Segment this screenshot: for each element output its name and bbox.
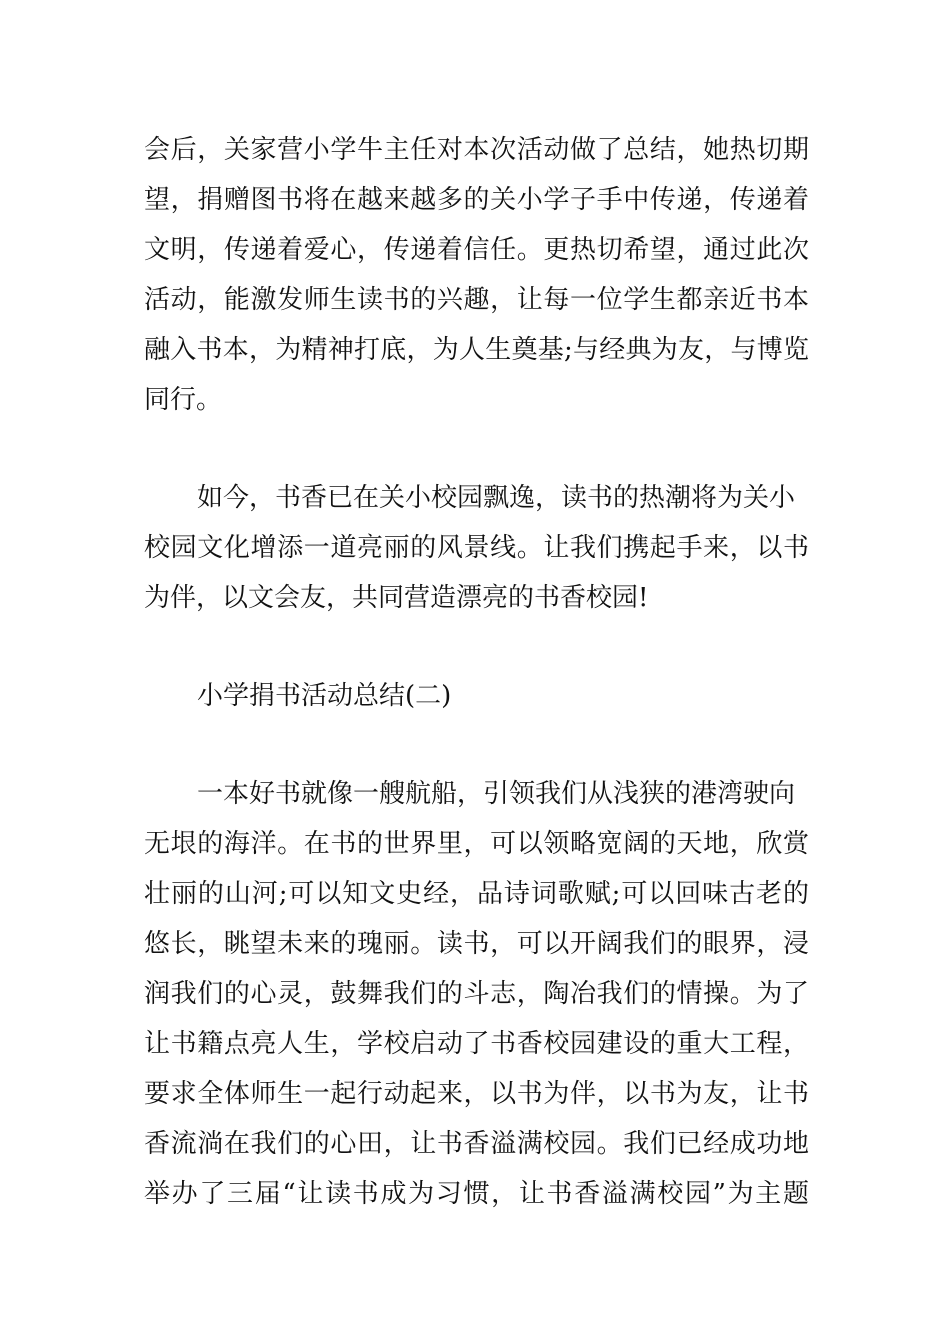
- text-line: 要求全体师生一起行动起来，以书为伴，以书为友，让书: [144, 1079, 809, 1109]
- text-line: 悠长，眺望未来的瑰丽。读书，可以开阔我们的眼界，浸: [144, 929, 809, 959]
- text-line: 会后，关家营小学牛主任对本次活动做了总结，她热切期: [144, 135, 809, 165]
- text-line: 文明，传递着爱心，传递着信任。更热切希望，通过此次: [144, 235, 809, 265]
- text-line: 壮丽的山河;可以知文史经，品诗词歌赋;可以回味古老的: [144, 879, 809, 909]
- text-line: 活动，能激发师生读书的兴趣，让每一位学生都亲近书本: [144, 285, 809, 315]
- text-line: 融入书本，为精神打底，为人生奠基;与经典为友，与博览: [144, 335, 809, 365]
- text-line: 一本好书就像一艘航船，引领我们从浅狭的港湾驶向: [197, 779, 796, 809]
- text-line: 香流淌在我们的心田，让书香溢满校园。我们已经成功地: [144, 1129, 809, 1159]
- text-line: 无垠的海洋。在书的世界里，可以领略宽阔的天地，欣赏: [144, 829, 809, 859]
- text-line: 润我们的心灵，鼓舞我们的斗志，陶冶我们的情操。为了: [144, 979, 809, 1009]
- text-line: 校园文化增添一道亮丽的风景线。让我们携起手来，以书: [144, 533, 809, 563]
- text-line: 为伴，以文会友，共同营造漂亮的书香校园!: [144, 583, 649, 613]
- text-line: 同行。: [144, 385, 223, 415]
- text-line: 如今，书香已在关小校园飘逸，读书的热潮将为关小: [197, 483, 796, 513]
- text-line: 望，捐赠图书将在越来越多的关小学子手中传递，传递着: [144, 185, 809, 215]
- text-line: 让书籍点亮人生，学校启动了书香校园建设的重大工程，: [144, 1029, 809, 1059]
- heading-text: 小学捐书活动总结(二): [197, 681, 452, 711]
- text-line: 举办了三届“让读书成为习惯，让书香溢满校园”为主题: [144, 1179, 809, 1209]
